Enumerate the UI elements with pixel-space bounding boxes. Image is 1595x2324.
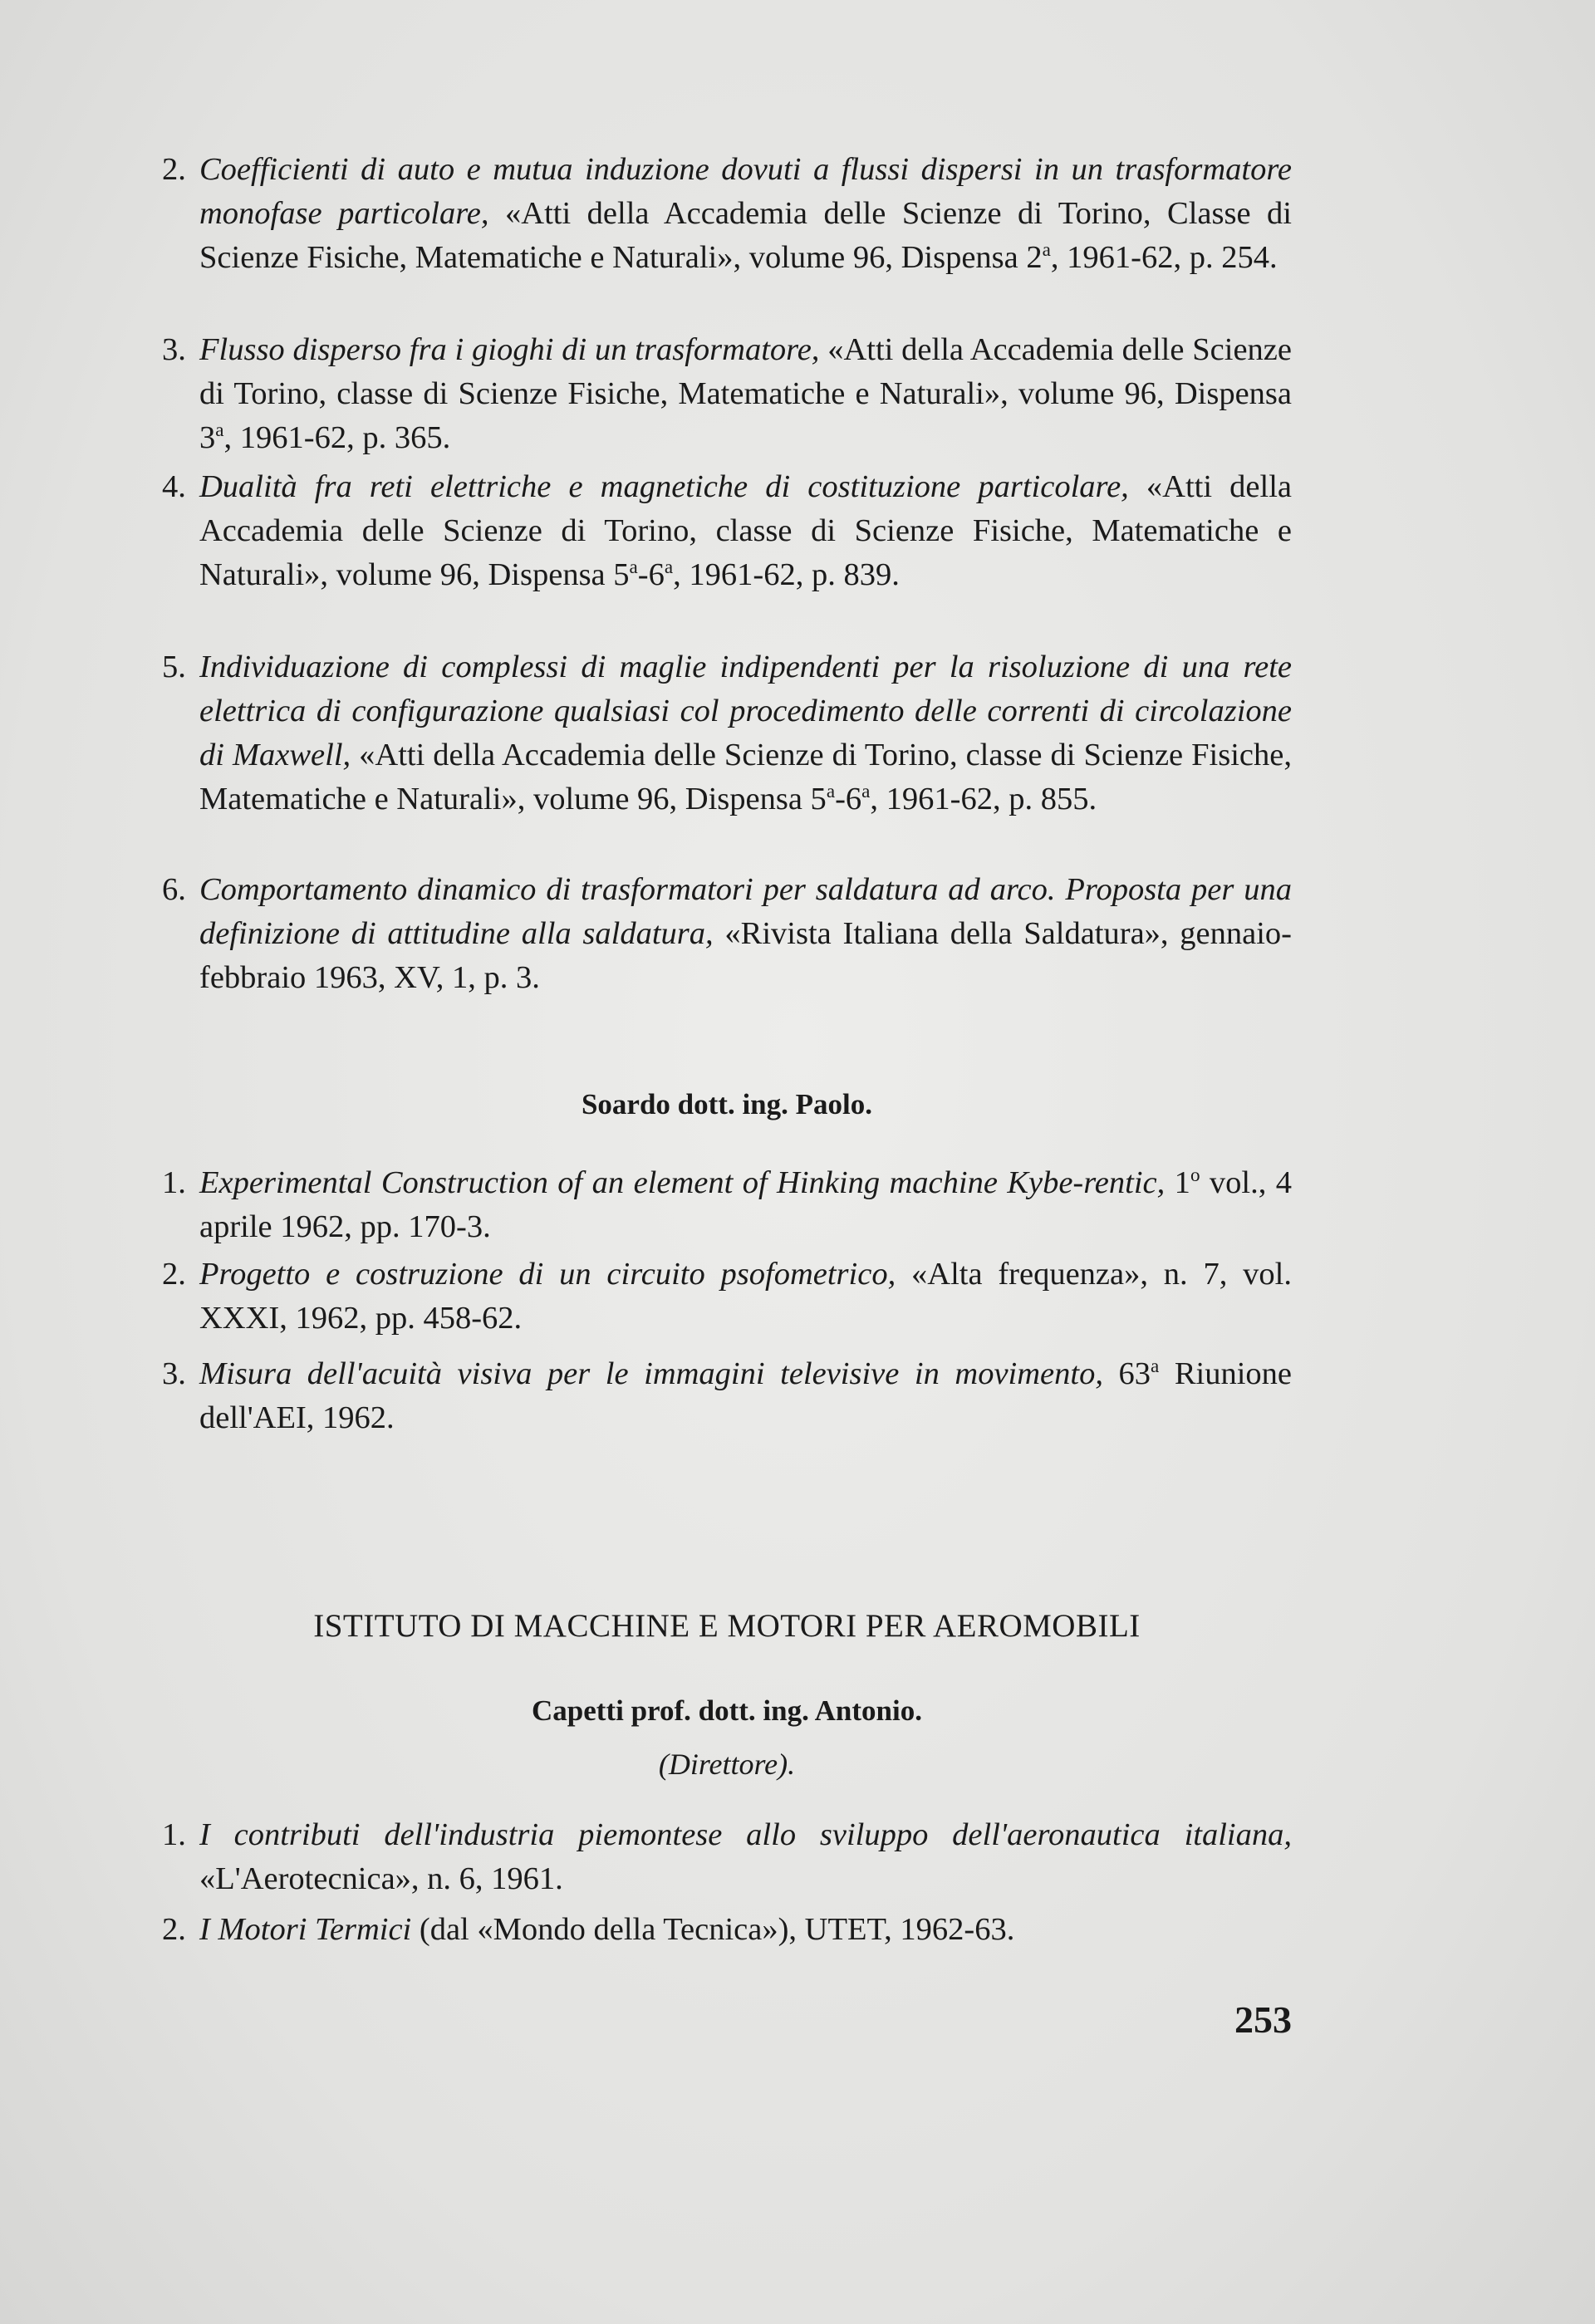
bibliography-entry: [162, 1352, 1292, 1440]
ordinal-suffix: o: [1190, 1164, 1200, 1186]
author-heading: Soardo dott. ing. Paolo.: [581, 1088, 873, 1120]
entry-citation: «Alta frequenza», n. 7, vol. XXXI, 1962, pp. 458-62.: [199, 1257, 1292, 1336]
entry-citation-end: vol., 4 aprile 1962, pp. 170-3.: [199, 1165, 1293, 1244]
entry-title: Dualità fra reti elettriche e magnetiche di costituzione particolare,: [199, 469, 1129, 504]
entry-number: 2.: [162, 152, 186, 187]
ordinal-suffix: a: [215, 419, 224, 441]
bibliography-entry: [162, 1813, 1292, 1901]
entry-citation-end: Riunione dell'AEI, 1962.: [199, 1356, 1292, 1435]
bibliography-entry: [162, 148, 1292, 280]
entry-title: I Motori Termici: [199, 1912, 412, 1947]
entry-title: Comportamento dinamico di trasformatori per saldatura ad arco. Proposta per una definizione di attitudine alla saldatura,: [199, 872, 1292, 951]
bibliography-entry: [162, 1161, 1292, 1249]
entry-citation-end: , 1961-62, p. 855.: [870, 782, 1097, 816]
page-number: 253: [1234, 1998, 1292, 2041]
entry-number: 1.: [162, 1165, 186, 1200]
entry-number: 3.: [162, 1356, 186, 1391]
bibliography-entry: [162, 1253, 1292, 1341]
role-text: (Direttore).: [658, 1748, 796, 1781]
ordinal-suffix: a: [861, 780, 871, 802]
entry-citation: «Atti della Accademia delle Scienze di Torino, classe di Scienze Fisiche, Matematiche e Naturali», volume 96, Dispensa 5: [199, 469, 1292, 592]
entry-number: 6.: [162, 872, 186, 907]
entry-citation: «L'Aerotecnica», n. 6, 1961.: [199, 1861, 563, 1896]
entry-citation: «Atti della Accademia delle Scienze di Torino, classe di Scienze Fisiche, Matematiche e Naturali», volume 96, Dispensa 5: [199, 738, 1292, 816]
ordinal-suffix: a: [1151, 1355, 1160, 1377]
entry-title: Experimental Construction of an element of Hinking machine Kybe-rentic,: [199, 1165, 1166, 1200]
entry-citation: «Atti della Accademia delle Scienze di Torino, Classe di Scienze Fisiche, Matematiche e Naturali», volume 96, Dispensa 2: [199, 196, 1292, 275]
entry-number: 2.: [162, 1257, 186, 1292]
entry-title: Individuazione di complessi di maglie indipendenti per la risoluzione di una rete elettrica di configurazione qualsiasi col procedimento delle correnti di circolazione di Maxwell,: [199, 650, 1292, 772]
entry-number: 1.: [162, 1817, 186, 1852]
entry-citation-end: , 1961-62, p. 254.: [1050, 240, 1278, 275]
author-role: [162, 1747, 1292, 1782]
ordinal-suffix: a: [1042, 238, 1051, 261]
bibliography-entry: [162, 465, 1292, 597]
author-heading: Capetti prof. dott. ing. Antonio.: [532, 1694, 922, 1727]
entry-title: Coefficienti di auto e mutua induzione dovuti a flussi dispersi in un trasformatore monofase particolare,: [199, 152, 1292, 231]
entry-title: Progetto e costruzione di un circuito psofometrico,: [199, 1257, 896, 1292]
entry-citation: «Rivista Italiana della Saldatura», gennaio-febbraio 1963, XV, 1, p. 3.: [199, 916, 1292, 995]
entry-citation-mid: -6: [835, 782, 862, 816]
bibliography-entry: [162, 1908, 1292, 1952]
entry-title: Misura dell'acuità visiva per le immagini televisive in movimento,: [199, 1356, 1103, 1391]
entry-citation-end: , 1961-62, p. 365.: [223, 420, 451, 455]
entry-number: 5.: [162, 650, 186, 684]
ordinal-suffix: a: [826, 780, 836, 802]
entry-title: I contributi dell'industria piemontese allo sviluppo dell'aeronautica italiana,: [199, 1817, 1292, 1852]
institute-heading: ISTITUTO DI MACCHINE E MOTORI PER AEROMOBILI: [313, 1608, 1141, 1644]
entry-title: Flusso disperso fra i gioghi di un trasformatore,: [199, 332, 820, 367]
ordinal-suffix: a: [629, 556, 638, 578]
entry-citation-end: , 1961-62, p. 839.: [673, 557, 900, 592]
ordinal-suffix: a: [664, 556, 674, 578]
entry-citation: «Atti della Accademia delle Scienze di Torino, classe di Scienze Fisiche, Matematiche e Naturali», volume 96, Dispensa 3: [199, 332, 1292, 455]
entry-number: 4.: [162, 469, 186, 504]
entry-citation-mid: -6: [637, 557, 665, 592]
entry-citation: 63: [1102, 1356, 1151, 1391]
entry-number: 2.: [162, 1912, 186, 1947]
entry-citation: 1: [1165, 1165, 1190, 1200]
bibliography-entry: [162, 645, 1292, 821]
bibliography-entry: [162, 328, 1292, 460]
bibliography-entry: [162, 868, 1292, 1000]
entry-number: 3.: [162, 332, 186, 367]
entry-citation: (dal «Mondo della Tecnica»), UTET, 1962-63.: [411, 1912, 1015, 1947]
